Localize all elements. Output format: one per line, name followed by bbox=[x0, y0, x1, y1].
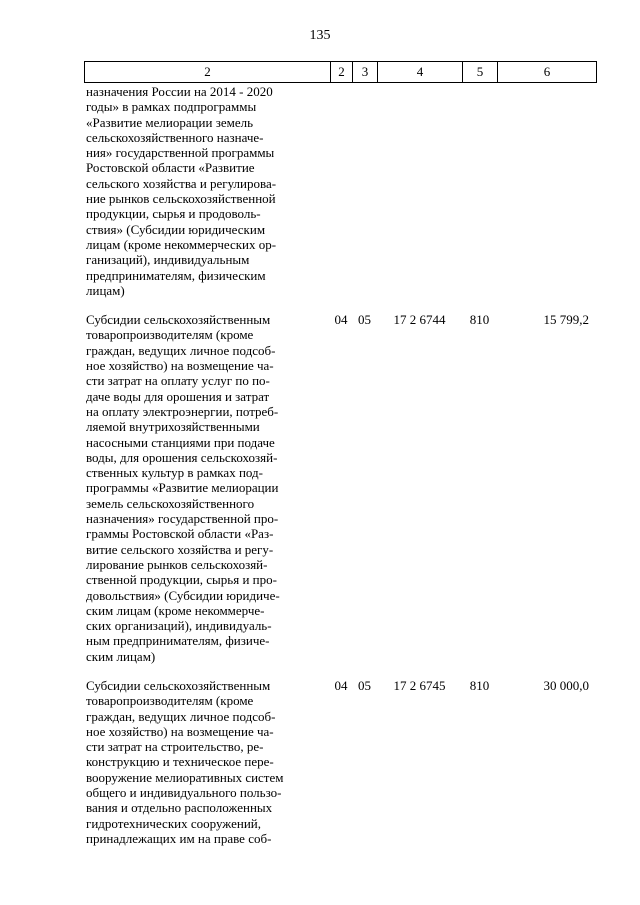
header-col-pr: 3 bbox=[353, 62, 378, 82]
row-pr: 05 bbox=[358, 677, 371, 693]
row-pr bbox=[352, 84, 377, 298]
row-description: Субсидии сельскохозяйственным товаропроизводителям (кроме граждан, ведущих личное подсоб- ное хозяйство) на возмещение ча- сти затрат на строительство, ре- конструкцию и техническое пере- вооружение мелиоративных систем общего и индивидуального пользо- вания и отдельно расположенных гидротехнических сооружений, принадлежащих им на праве соб- bbox=[86, 677, 284, 846]
row-csr: 17 2 6744 bbox=[393, 312, 446, 328]
table-row bbox=[84, 84, 597, 298]
row-vr: 810 bbox=[469, 677, 490, 693]
header-col-rz: 2 bbox=[331, 62, 353, 82]
row-csr: 17 2 6745 bbox=[393, 677, 446, 693]
row-vr: 810 bbox=[469, 312, 490, 328]
row-amount bbox=[497, 84, 595, 298]
row-rz bbox=[330, 84, 352, 298]
row-amount: 30 000,0 bbox=[543, 677, 589, 693]
row-description: Субсидии сельскохозяйственным товаропроизводителям (кроме граждан, ведущих личное подсоб- ное хозяйство) на возмещение ча- сти затрат на оплату услуг по по- даче воды для орошения и затрат на оплату электроэнергии, потреб- ляемой внутрихозяйственными насосными станциями при подаче воды, для орошения сельскохозяй- ственных культур в рамках под- программы «Развитие мелиорации земель сельскохозяйственного назначения» государственной про- граммы Ростовской области «Раз- витие сельского хозяйства и регу- лирование рынков сельскохозяй- ственной продукции, сырья и про- довольствия» (Субсидии юридиче- ским лицам (кроме некоммерче- ских организаций), индивидуаль- ным предпринимателям, физиче- ским лицам) bbox=[86, 312, 280, 664]
row-pr: 05 bbox=[358, 312, 371, 328]
row-rz: 04 bbox=[334, 677, 348, 693]
table-body bbox=[84, 84, 597, 846]
table-row bbox=[84, 678, 597, 846]
row-description: назначения России на 2014 - 2020 годы» в рамках подпрограммы «Развитие мелиорации земель сельскохозяйственного назначе- ния» государственной программы Ростовской области «Развитие сельского хозяйства и регулирова- ние рынков сельскохозяйственной продукции, сырья и продоволь- ствия» (Субсидии юридическим лицам (кроме некоммерческих ор- ганизаций), индивидуальным предпринимателям, физическим лицам) bbox=[86, 84, 277, 298]
table-header bbox=[84, 61, 597, 83]
row-csr bbox=[377, 84, 462, 298]
header-col-csr: 4 bbox=[378, 62, 463, 82]
page-number: 135 bbox=[309, 28, 331, 43]
header-col-description: 2 bbox=[85, 62, 331, 82]
header-col-amount: 6 bbox=[543, 64, 551, 79]
header-col-vr: 5 bbox=[463, 62, 498, 82]
table-row bbox=[84, 312, 597, 664]
row-amount: 15 799,2 bbox=[543, 312, 589, 328]
row-vr bbox=[462, 84, 497, 298]
row-rz: 04 bbox=[334, 312, 348, 328]
